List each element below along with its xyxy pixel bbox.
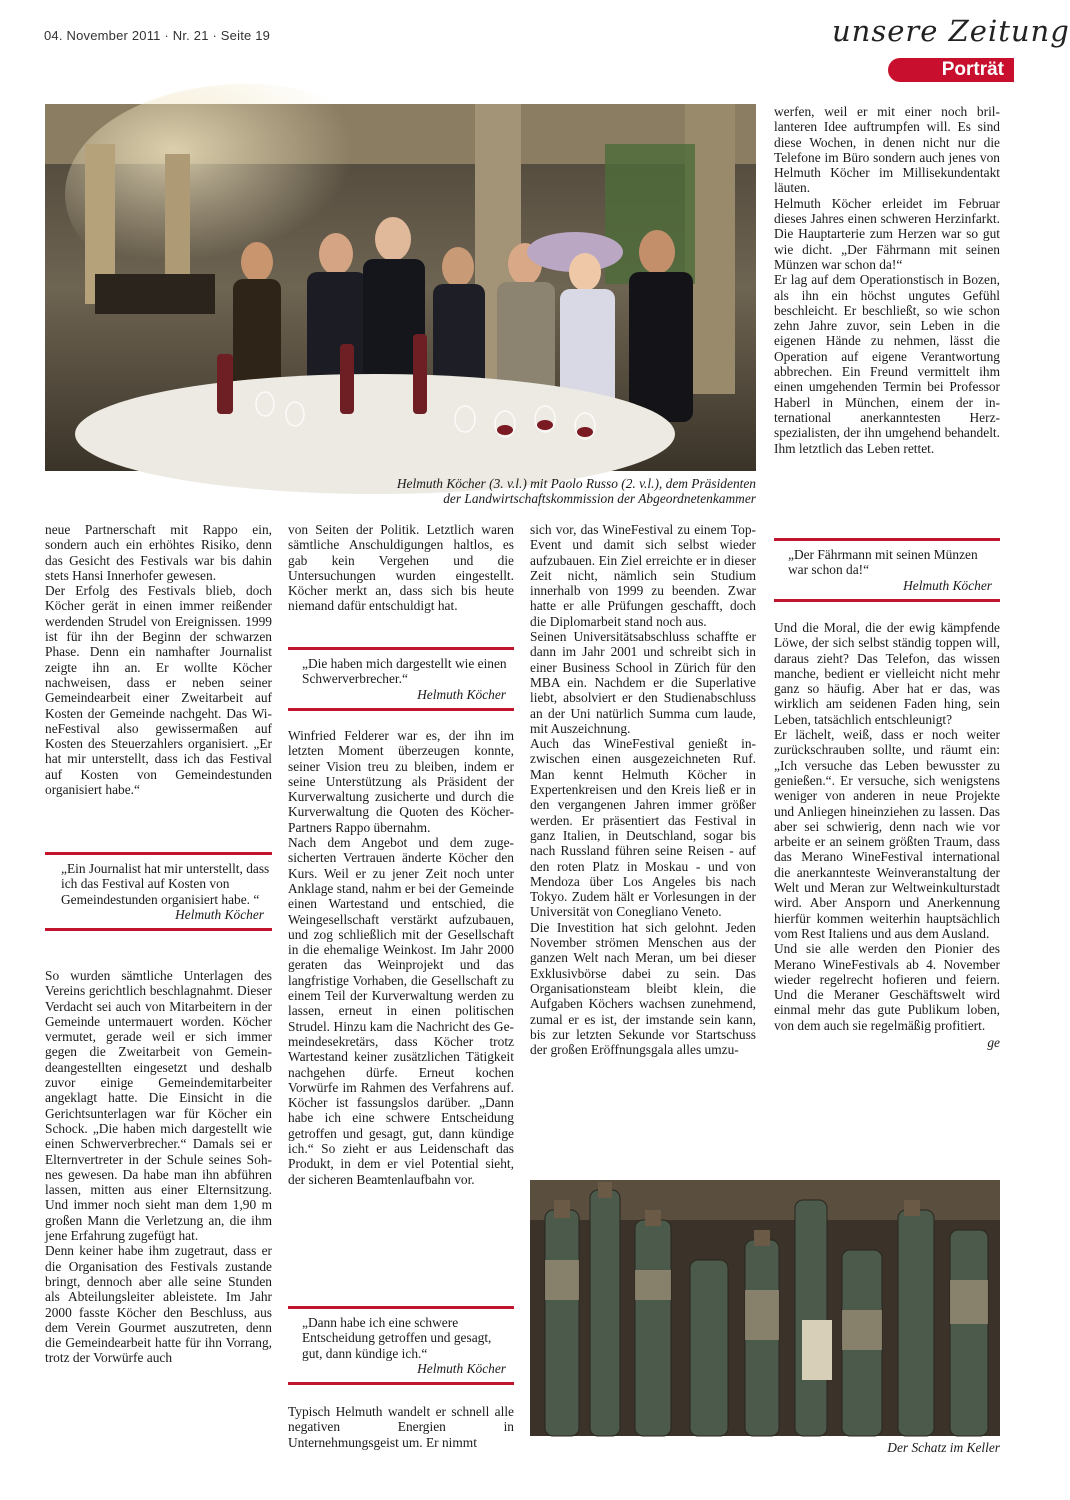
issue-date-line: 04. November 2011 · Nr. 21 · Seite 19 — [44, 28, 271, 43]
paragraph: Er lag auf dem Operationstisch in Bozen, als ihn ein höchst ungutes Gefühl beschleicht. Er beschließt, so wie schon zehn Jahre zuvor, sein Leben in die eigenen Hände zu nehmen, lässt die Operation auf eigene Verantwortung abbrechen. Ein Freund vermittelt ihm einen umgehenden Termin bei Professor Haberl in München, einem der international anerkanntesten Herzspezialisten, der ihn umgehend behandelt. Ihm letztlich das Leben rettet. — [774, 272, 1000, 456]
article-column-1-top — [45, 522, 272, 797]
pull-quote-text: „Dann habe ich eine schwere Entscheidung getroffen und gesagt, gut, dann kündige ich.“ — [302, 1315, 492, 1361]
main-photo-caption-line-1: Helmuth Köcher (3. v.l.) mit Paolo Russo (2. v.l.), dem Präsidenten — [396, 476, 756, 491]
pull-quote-text: „Die haben mich dargestellt wie einen Schwerverbrecher.“ — [302, 656, 507, 687]
paragraph: Und die Moral, die der ewig kämpfende Löwe, der sich selbst ständig toppen will, daraus zieht? Das Telefon, das wissen manche, bedient er vielleicht nicht mehr ganz so häufig. Aber hat er das, was wirklich am seidenen Faden hing, sein Leben, tatsächlich entschleunigt? — [774, 620, 1000, 727]
paragraph: Winfried Felderer war es, der ihn im letzten Moment überzeugen konnte, seiner Vision treu zu bleiben, indem er seine Unterstützung als Präsident der Kurverwaltung zusicherte und durch die Kurverwaltung die Quoten des Köcher-Partners Rappo übernahm. — [288, 728, 514, 835]
paragraph: So wurden sämtliche Unterlagen des Vereins gerichtlich beschlagnahmt. Dieser Verdacht sei auch von Mitarbeitern in der Gemeinde untermauert worden. Köcher vermutet, gerade weil er sich immer gegen die Zweitarbeit von Gemeindeangestellten eingesetzt und deshalb zuvor einige Gemeindemitarbeiter angeklagt hatte. Die Einsicht in die Gerichtsunterlagen war für Köcher ein Schock. „Die haben mich dargestellt wie einen Schwerverbrecher.“ Damals sei er Elternvertreter in der Schule seines Sohnes gewesen. Da habe man ihn abführen lassen, mitten aus einer Elternsitzung. Und immer noch sieht man dem 1,90 m großen Mann die Verletzung an, die ihm jene Erfahrung zugefügt hat. — [45, 968, 272, 1244]
paragraph: Typisch Helmuth wandelt er schnell alle negativen Energien in Unternehmungsgeist um. Er nimmt — [288, 1404, 514, 1450]
paragraph: Der Erfolg des Festivals blieb, doch Köcher gerät in einen immer reißender werdenden Strudel von Ereignissen. 1999 ist für ihn der Beginn der schwarzen Phase. Denn ein namhafter Journalist zeigte ihn an. Er wollte Köcher nachweisen, dass er neben seiner Gemeindearbeit einer Zweitarbeit auf Kosten der Gemeinde nachgeht. Das WineFestival also gewissermaßen auf Kosten des Steuerzahlers organisiert. „Er hat mir unterstellt, dass ich das Festival auf Kosten von Gemeindestunden organisiert habe.“ — [45, 583, 272, 798]
paragraph: neue Partnerschaft mit Rappo ein, sondern auch ein erhöhtes Risiko, denn das Gesicht des Festivals war bis dahin stets Hansi Innerhofer gewesen. — [45, 522, 272, 583]
paragraph: Seinen Universitätsabschluss schaffte er dann im Jahr 2001 und schreibt sich in einer Business School in Zürich für den MBA ein. Nachdem er die Superlative liebt, absolviert er den Studienabschluss an der Uni natürlich Summa cum laude, mit Auszeichnung. — [530, 629, 756, 736]
main-photo — [45, 104, 756, 471]
pull-quote-text: „Der Fährmann mit seinen Münzen war schon da!“ — [788, 547, 978, 578]
main-photo-caption — [290, 476, 756, 507]
wine-bottles-illustration — [530, 1180, 1000, 1436]
cellar-photo-caption: Der Schatz im Keller — [887, 1440, 1000, 1455]
paragraph: Und sie alle werden den Pionier des Merano WineFestivals ab 4. November wieder regelrecht hofieren und feiern. Und die Meraner Geschäftswelt wird einmal mehr das gute Publikum loben, von dem auch sie regelmäßig profitiert. — [774, 941, 1000, 1033]
cellar-photo — [530, 1180, 1000, 1436]
paragraph: Auch das WineFestival genießt inzwischen einen ausgezeichneten Ruf. Man kennt Helmuth Köcher in Expertenkreisen und den Kreis ließ er in den vergangenen Jahren immer größer werden. Er präsentiert das Festival in ganz Italien, in Deutschland, sogar bis nach Russland führen seine Reisen - auf den roten Platz in Moskau - und von Mendoza über Los Angeles bis nach Tokyo. Zudem hält er Vorlesungen in der Universität von Conegliano Veneto. — [530, 736, 756, 920]
pull-quote-faehrmann — [774, 538, 1000, 602]
article-column-2-top — [288, 522, 514, 614]
article-column-3 — [530, 522, 756, 1057]
article-column-1-bottom — [45, 968, 272, 1366]
paragraph: Die Investition hat sich gelohnt. Jeden November strömen Menschen aus der ganzen Welt nach Meran, um bei dieser Exklusivbörse dabei zu sein. Das Organisationsteam bleibt klein, die Aufgaben Köchers wachsen zunehmend, zumal er es ist, der imstande sein kann, bis zur letzten Sekunde vor Startschuss der großen Eröffnungsgala alles umzu- — [530, 919, 756, 1058]
newspaper-logo: unsere Zeitung — [832, 14, 1070, 48]
section-label: Porträt — [941, 59, 1004, 80]
pull-quote-author: Helmuth Köcher — [903, 577, 992, 593]
section-banner — [888, 58, 1014, 82]
pull-quote-text: „Ein Journalist hat mir unterstellt, dass ich das Festival auf Kosten von Gemeindestunden organisiert habe. “ — [61, 861, 270, 907]
pull-quote-journalist — [45, 852, 272, 931]
paragraph: Nach dem Angebot und dem zugesicherten Vertrauen änderte Köcher den Kurs. Weil er zu jener Zeit noch unter Anklage stand, nahm er bei der Gemeinde einen Wartestand und entschied, die Weingesellschaft verstärkt aufzubauen, und zog schließlich mit der Gesellschaft in die ehemalige Weinkost. Im Jahr 2000 geraten das Weinprojekt und das langfristige Vorhaben, die Gesellschaft zu einem Teil der Kurverwaltung werden zu lassen, erneut in einen politischen Strudel. Hinzu kam die Nachricht des Gemeindesekretärs, dass Köcher trotz Wartestand keiner zusätzlichen Tätigkeit nachgehen dürfe. Erneut kochen Vorwürfe im Rahmen des Verfahrens auf. Köcher ist fassungslos darüber. „Dann habe ich eine schwere Entscheidung getroffen und gesagt, gut, dann kündige ich.“ So zieht er aus Leidenschaft das Produkt, in dem er viel Potential sieht, der sicheren Beamtenlaufbahn vor. — [288, 835, 514, 1187]
paragraph: von Seiten der Politik. Letztlich waren sämtliche Anschuldigungen haltlos, es gab kein Vergehen und die Untersuchungen wurden eingestellt. Köcher merkt an, dass sich bis heute niemand dafür entschuldigt hat. — [288, 522, 514, 614]
pull-quote-author: Helmuth Köcher — [417, 686, 506, 702]
main-photo-caption-line-2: der Landwirtschaftskommission der Abgeordnetenkammer — [443, 491, 756, 507]
paragraph: Er lächelt, weiß, dass er noch weiter zurückschrauben sollte, und räumt ein: „Ich versuche das Leben bewusster zu genießen.“. Er versuche, sich wenigstens weniger von anderen in neue Projekte und Anliegen hineinziehen zu lassen. Das aber sei schwierig, denn nach wie vor arbeite er an seinem größten Traum, dass das Merano WineFestival international die anerkannteste Weinveranstaltung der Welt und Meran zur Weltweinkulturstadt wird. Aber Ansporn und Anerkennung hierfür kommen weiterhin hauptsächlich vom Rest Italiens und aus dem Ausland. — [774, 727, 1000, 941]
party-photo-illustration — [45, 104, 756, 471]
article-column-4-bottom — [774, 620, 1000, 1050]
pull-quote-author: Helmuth Köcher — [175, 906, 264, 922]
article-column-4-top — [774, 104, 1000, 456]
pull-quote-kuendigung — [288, 1306, 514, 1385]
pull-quote-schwerverbrecher — [288, 647, 514, 711]
article-column-2-middle — [288, 728, 514, 1187]
paragraph: Helmuth Köcher erleidet im Februar dieses Jahres einen schweren Herzinfarkt. Die Hauptarterie zum Herzen war so gut wie dicht. „Der Fährmann mit seinen Münzen war schon da!“ — [774, 195, 1000, 272]
article-column-2-bottom — [288, 1404, 514, 1450]
paragraph: werfen, weil er mit einer noch brillanteren Idee auftrumpfen will. Es sind diese Wochen, in denen nicht nur die Telefone im Büro sondern auch jenes von Helmuth Köcher im Millisekundentakt läuten. — [774, 104, 1000, 196]
paragraph: Denn keiner habe ihm zugetraut, dass er die Organisation des Festivals zustande bringt, dennoch aber alle seine Stunden als Abteilungsleiter ableistete. Im Jahr 2000 fasste Köcher den Beschluss, aus dem Verein Gourmet auszutreten, denn die Gemeindearbeit hatte für ihn Vorrang, trotz der Vorwürfe auch — [45, 1243, 272, 1366]
pull-quote-author: Helmuth Köcher — [417, 1360, 506, 1376]
author-signature: ge — [987, 1035, 1000, 1051]
paragraph: sich vor, das WineFestival zu einem Top-Event und damit sich selbst wieder aufzubauen. Ein Ziel erreichte er in dieser Zeit nicht, nämlich sein Studium innerhalb von 1999 zu beenden. Zwar hatte er alle Prüfungen geschafft, doch die Diplomarbeit stand noch aus. — [530, 522, 756, 629]
